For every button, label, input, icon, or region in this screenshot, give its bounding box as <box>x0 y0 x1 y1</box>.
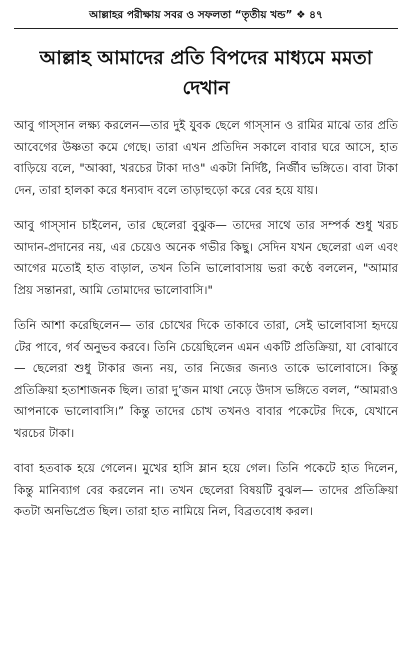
paragraph-1: আবু গাস্সান লক্ষ্য করলেন—তার দুই যুবক ছেলে গাস্সান ও রামির মাঝে তার প্রতি আবেগের উষ্ণতা কমে গেছে। তারা এখন প্রতিদিন সকালে বাবার ঘরে আসে, হাত বাড়িয়ে বলে, "আব্বা, খরচের টাকা দাও" একটা নির্দিষ্ট, নির্জীব ভঙ্গিতে। বাবা টাকা দেন, তারা হালকা করে ধন্যবাদ বলে তাড়াহুড়ো করে বের হয়ে যায়। <box>14 118 398 197</box>
chapter-title: আল্লাহ আমাদের প্রতি বিপদের মাধ্যমে মমতা দেখান <box>39 47 373 99</box>
header-divider <box>14 28 398 29</box>
paragraph-3: তিনি আশা করেছিলেন— তার চোখের দিকে তাকাবে তারা, সেই ভালোবাসা হৃদয়ে টের পাবে, গর্ব অনুভব করবে। তিনি চেয়েছিলেন এমন একটি প্রতিক্রিয়া, যা বোঝাবে— ছেলেরা শুধু টাকার জন্য নয়, তার নিজের জন্যও তাকে ভালোবাসে। কিন্তু প্রতিক্রিয়া হতাশাজনক ছিল। তারা দু’জন মাথা নেড়ে উদাস ভঙ্গিতে বলল, “আমরাও আপনাকে ভালোবাসি।” কিন্তু তাদের চোখ তখনও বাবার পকেটের দিকে, যেখানে খরচের টাকা। <box>14 318 398 440</box>
body-text <box>14 115 398 523</box>
paragraph-2: আবু গাস্সান চাইলেন, তার ছেলেরা বুঝুক— তাদের সাথে তার সম্পর্ক শুধু খরচ আদান-প্রদানের নয়, এর চেয়েও অনেক গভীর কিছু। সেদিন যখন ছেলেরা এল এবং আগের মতোই হাত বাড়াল, তখন তিনি ভালোবাসায় ভরা কণ্ঠে বললেন, "আমার প্রিয় সন্তানরা, আমি তোমাদের ভালোবাসি।" <box>14 218 398 297</box>
paragraph-4: বাবা হতবাক হয়ে গেলেন। মুখের হাসি ম্লান হয়ে গেল। তিনি পকেটে হাত দিলেন, কিন্তু মানিব্যাগ বের করলেন না। তখন ছেলেরা বিষয়টি বুঝল— তাদের প্রতিক্রিয়া কতটা অনভিপ্রেত ছিল। তারা হাত নামিয়ে নিল, বিব্রতবোধ করল। <box>14 461 398 518</box>
running-header: আল্লাহর পরীক্ষায় সবর ও সফলতা “তৃতীয় খন্ড” ❖ ৪৭ <box>89 9 323 21</box>
